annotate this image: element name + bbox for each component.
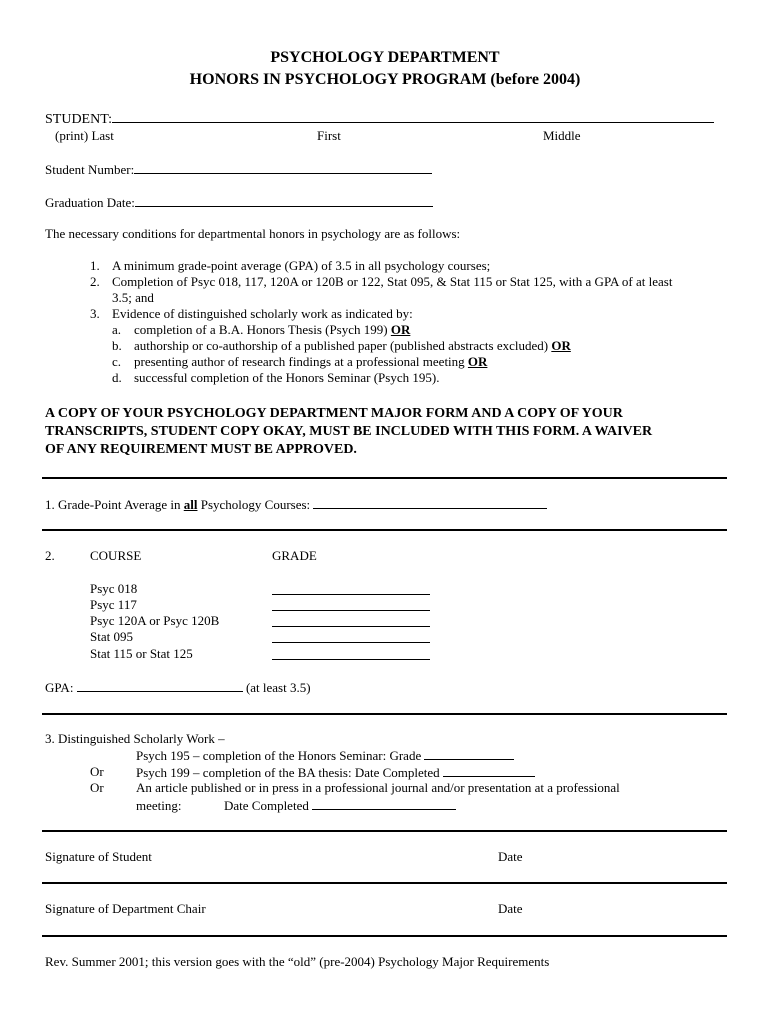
chair-signature-date-label: Date [498, 901, 523, 916]
grade-field[interactable] [272, 598, 430, 611]
student-signature-label: Signature of Student [45, 849, 152, 864]
grade-field[interactable] [272, 582, 430, 595]
course-name: Stat 095 [90, 629, 133, 644]
name-middle-label: Middle [543, 128, 581, 143]
article-row: An article published or in press in a professional journal and/or presentation at a professional [136, 780, 620, 795]
name-last-label: (print) Last [55, 128, 114, 143]
divider [42, 529, 727, 531]
graduation-date-label: Graduation Date: [45, 195, 135, 210]
course-name: Stat 115 or Stat 125 [90, 646, 193, 661]
condition-sub-a: a. completion of a B.A. Honors Thesis (Psych 199) OR [112, 322, 411, 337]
chair-signature-label: Signature of Department Chair [45, 901, 206, 916]
condition-sub-c: c. presenting author of research findings at a professional meeting OR [112, 354, 488, 369]
student-signature-date-label: Date [498, 849, 523, 864]
course-name: Psyc 117 [90, 597, 137, 612]
article-date-field[interactable] [312, 797, 456, 810]
grade-field[interactable] [272, 630, 430, 643]
condition-item-3: 3. Evidence of distinguished scholarly work as indicated by: [90, 306, 413, 321]
condition-item-2: 2. Completion of Psyc 018, 117, 120A or 120B or 122, Stat 095, & Stat 115 or Stat 125, with a GPA of at least [90, 274, 673, 289]
section-1-gpa-all: 1. Grade-Point Average in all Psychology Courses: [45, 496, 547, 513]
student-name-row [45, 110, 714, 129]
divider [42, 477, 727, 479]
or-label: Or [90, 764, 104, 779]
conditions-intro: The necessary conditions for departmental honors in psychology are as follows: [45, 226, 461, 241]
psych-195-row: Psych 195 – completion of the Honors Seminar: Grade [136, 747, 514, 764]
honors-seminar-grade-field[interactable] [424, 747, 514, 760]
course-gpa-row [45, 679, 311, 696]
divider [42, 713, 727, 715]
condition-sub-b: b. authorship or co-authorship of a published paper (published abstracts excluded) OR [112, 338, 571, 353]
requirement-notice: A COPY OF YOUR PSYCHOLOGY DEPARTMENT MAJOR FORM AND A COPY OF YOUR TRANSCRIPTS, STUDENT COPY OKAY, MUST BE INCLUDED WITH THIS FORM. A WAIVER OF ANY REQUIREMENT MUST BE APPROVED. [45, 406, 653, 457]
gpa-all-field[interactable] [313, 496, 547, 509]
course-name: Psyc 120A or Psyc 120B [90, 613, 220, 628]
gpa-label: GPA: [45, 680, 74, 695]
gpa-note: (at least 3.5) [245, 680, 311, 695]
course-name: Psyc 018 [90, 581, 138, 596]
student-name-field[interactable] [112, 110, 714, 123]
divider [42, 882, 727, 884]
divider [42, 935, 727, 937]
page-title: PSYCHOLOGY DEPARTMENT [270, 49, 500, 66]
grade-field[interactable] [272, 614, 430, 627]
student-number-field[interactable] [134, 161, 432, 174]
conditions-list [90, 258, 770, 386]
student-label: STUDENT: [45, 112, 112, 127]
course-gpa-field[interactable] [77, 679, 243, 692]
page-subtitle: HONORS IN PSYCHOLOGY PROGRAM (before 2004) [189, 71, 581, 88]
meeting-row: meeting: Date Completed [136, 797, 456, 814]
psych-199-row: Psych 199 – completion of the BA thesis: Date Completed [136, 764, 535, 781]
course-header: COURSE [90, 548, 142, 563]
name-first-label: First [317, 128, 341, 143]
student-number-row [45, 161, 432, 178]
thesis-date-field[interactable] [443, 764, 535, 777]
divider [42, 830, 727, 832]
graduation-date-row [45, 194, 433, 211]
revision-note: Rev. Summer 2001; this version goes with the “old” (pre-2004) Psychology Major Requirements [45, 954, 550, 969]
grade-header: GRADE [272, 548, 317, 563]
section-3-heading: 3. Distinguished Scholarly Work – [45, 731, 225, 746]
condition-sub-d: d. successful completion of the Honors Seminar (Psych 195). [112, 370, 440, 385]
graduation-date-field[interactable] [135, 194, 433, 207]
condition-item-1: 1. A minimum grade-point average (GPA) of 3.5 in all psychology courses; [90, 258, 491, 273]
or-label: Or [90, 780, 104, 795]
student-number-label: Student Number: [45, 162, 135, 177]
grade-field[interactable] [272, 647, 430, 660]
section-2-number: 2. [45, 548, 55, 563]
condition-item-2-cont: 3.5; and [112, 290, 154, 305]
